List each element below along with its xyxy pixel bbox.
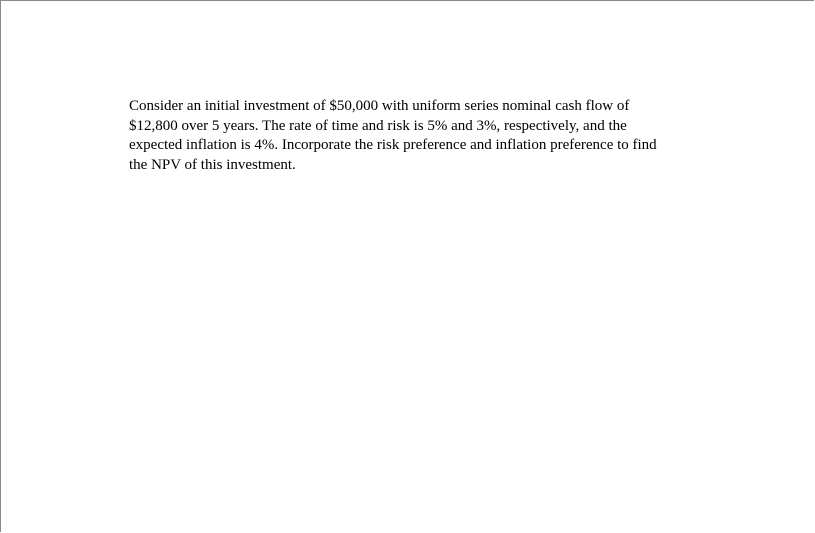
question-line-3: expected inflation is 4%. Incorporate the risk preference and inflation preference to find <box>129 137 657 153</box>
question-line-1: Consider an initial investment of $50,000 with uniform series nominal cash flow of <box>129 98 630 114</box>
question-line-2: $12,800 over 5 years. The rate of time and risk is 5% and 3%, respectively, and the <box>129 117 627 134</box>
question-line-4: the NPV of this investment. <box>129 156 296 173</box>
question-paragraph <box>129 97 709 175</box>
